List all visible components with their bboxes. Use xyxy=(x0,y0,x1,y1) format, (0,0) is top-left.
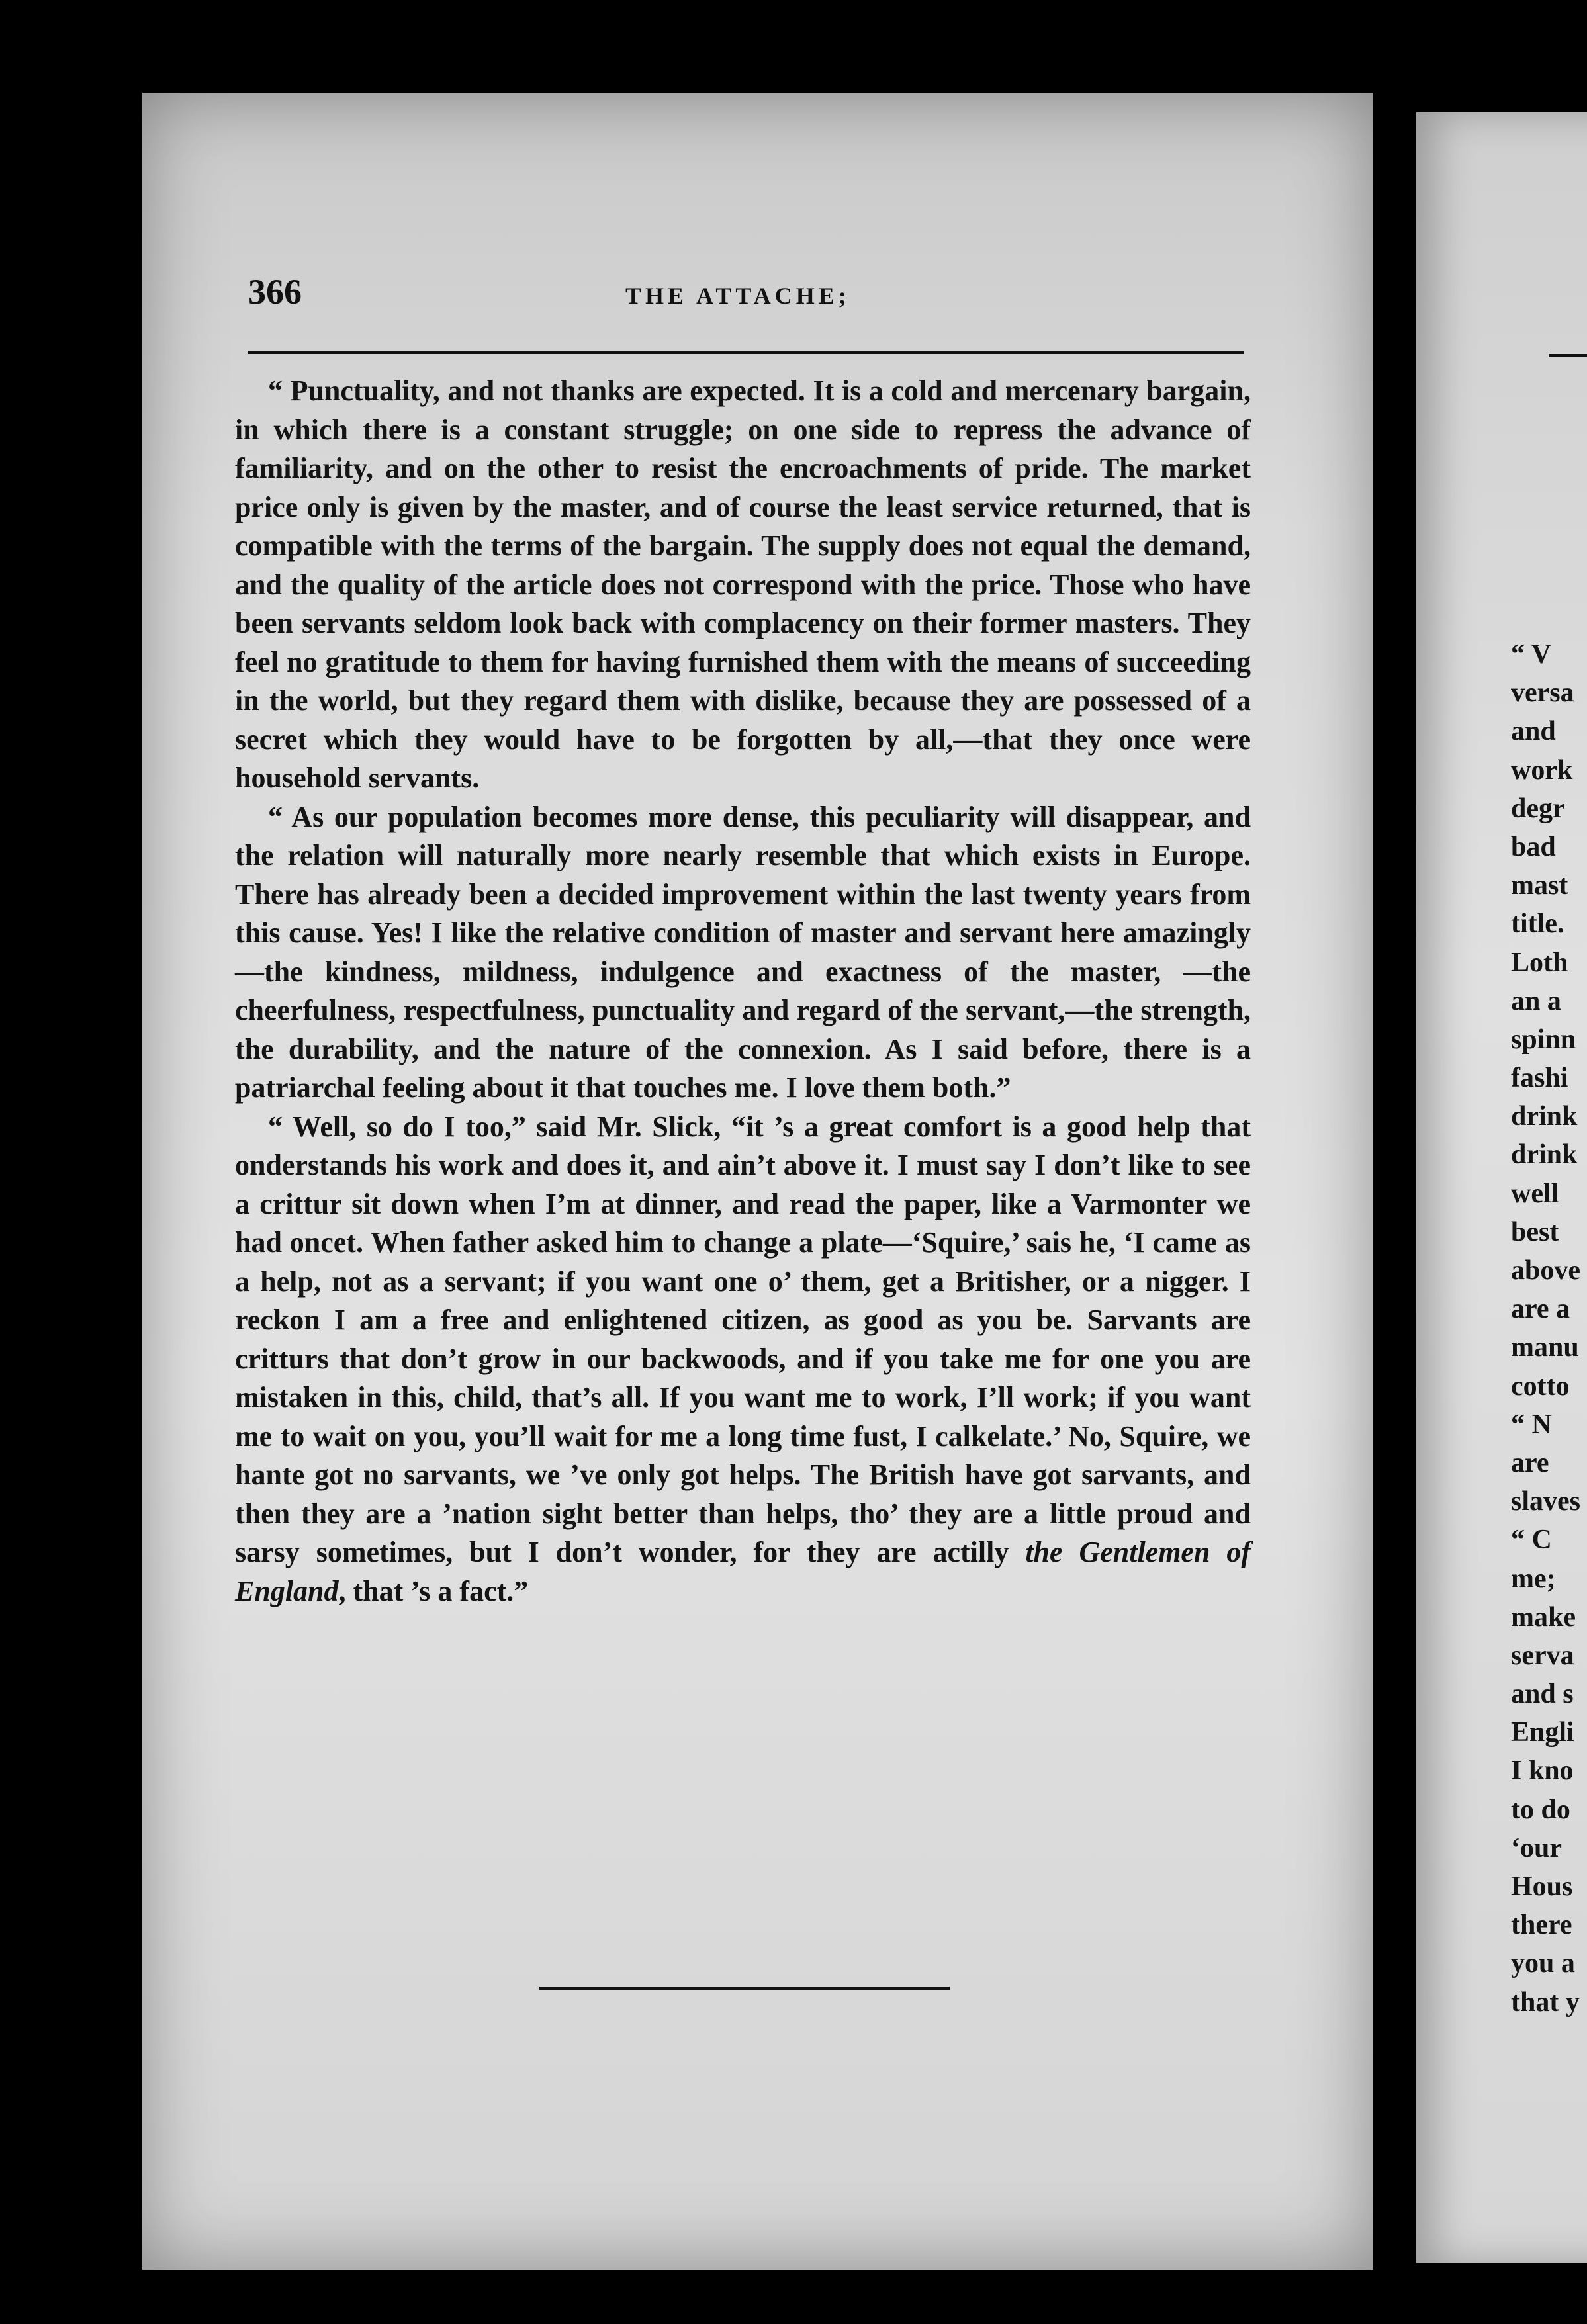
facing-line-fragment: manu xyxy=(1511,1332,1579,1363)
header-rule xyxy=(248,351,1244,354)
facing-line-fragment: drink xyxy=(1511,1101,1578,1132)
facing-line-fragment: best xyxy=(1511,1216,1559,1247)
page-number: 366 xyxy=(248,272,302,312)
body-text xyxy=(235,372,1251,1611)
italic-phrase: the Gentlemen of England xyxy=(235,1536,1251,1607)
facing-page-text xyxy=(1511,635,1587,2022)
facing-line-fragment: Loth xyxy=(1511,947,1568,978)
facing-line-fragment: ‘our xyxy=(1511,1832,1562,1863)
facing-line-fragment: fashi xyxy=(1511,1063,1568,1094)
paragraph-ending: , that ’s a fact.” xyxy=(338,1574,529,1607)
facing-line-fragment: I kno xyxy=(1511,1756,1574,1787)
facing-line-fragment: and xyxy=(1511,716,1556,747)
facing-line-fragment: “ V xyxy=(1511,639,1552,670)
paragraph: “ As our population becomes more dense, this peculiarity will disappear, and the relation will naturally more nearly resemble that which exists in Europe. There has already been a decided improvement within the last twenty years from this cause. Yes! I like the relative condition of master and servant here amazingly —the kindness, mildness, indulgence and exactness of the master, —the cheerfulness, respectfulness, punctuality and regard of the servant,—the strength, the durability, and the nature of the connexion. As I said before, there is a patriarchal feeling about it that touches me. I love them both.” xyxy=(235,800,1251,1104)
facing-header-rule xyxy=(1549,354,1587,357)
facing-line-fragment: Hous xyxy=(1511,1871,1573,1902)
facing-line-fragment: versa xyxy=(1511,678,1574,709)
facing-line-fragment: bad xyxy=(1511,831,1556,862)
facing-line-fragment: cotto xyxy=(1511,1370,1570,1402)
facing-line-fragment: me; xyxy=(1511,1563,1556,1594)
facing-line-fragment: “ C xyxy=(1511,1525,1552,1556)
facing-line-fragment: and s xyxy=(1511,1679,1574,1710)
facing-line-fragment: slaves xyxy=(1511,1486,1580,1517)
paragraph-text: “ Well, so do I too,” said Mr. Slick, “it ’s a great comfort is a good help that onderstands his work and does it, and ain’t above it. I must say I don’t like to see a crittur sit down when I’m at dinner, and read the paper, like a Varmonter we had oncet. When father asked him to change a plate—‘Squire,’ sais he, ‘I came as a help, not as a servant; if you want one o’ them, get a Britisher, or a nigger. I reckon I am a free and enlightened citizen, as good as you be. Sarvants are critturs that don’t grow in our backwoods, and if you take me for one you are mistaken in this, child, that’s all. If you want me to work, I’ll work; if you want me to wait on you, you’ll wait for me a long time fust, I calkelate.’ No, Squire, we hante got no sarvants, we ’ve only got helps. The British have got sarvants, and then they are a ’nation sight better than helps, tho’ they are a little proud and sarsy sometimes, but I don’t wonder, for they are actilly xyxy=(235,1110,1251,1568)
facing-line-fragment: you a xyxy=(1511,1948,1575,1979)
running-head: THE ATTACHE; xyxy=(625,283,850,309)
facing-line-fragment: above xyxy=(1511,1255,1580,1286)
paragraph: “ Punctuality, and not thanks are expected. It is a cold and mercenary bargain, in which there is a constant struggle; on one side to repress the advance of familiarity, and on the other to resist the encroachments of pride. The market price only is given by the master, and of course the least service returned, that is compatible with the terms of the bargain. The supply does not equal the demand, and the quality of the article does not correspond with the price. Those who have been servants seldom look back with complacency on their former masters. They feel no gratitude to them for having furnished them with the means of succeeding in the world, but they regard them with dislike, because they are possessed of a secret which they would have to be forgotten by all,—that they once were household servants. xyxy=(235,375,1251,794)
facing-line-fragment: spinn xyxy=(1511,1024,1576,1055)
facing-line-fragment: an a xyxy=(1511,985,1561,1016)
facing-line-fragment: Engli xyxy=(1511,1717,1574,1748)
paragraph-last xyxy=(235,1108,1251,1611)
facing-line-fragment: are xyxy=(1511,1447,1549,1478)
facing-line-fragment: degr xyxy=(1511,793,1565,824)
facing-line-fragment: that y xyxy=(1511,1987,1580,2018)
facing-line-fragment: well xyxy=(1511,1178,1559,1209)
page-header xyxy=(248,271,1241,318)
facing-line-fragment: work xyxy=(1511,754,1573,785)
facing-line-fragment: title. xyxy=(1511,909,1564,940)
chapter-end-rule xyxy=(539,1987,950,1990)
facing-line-fragment: mast xyxy=(1511,870,1568,901)
facing-line-fragment: “ N xyxy=(1511,1409,1552,1440)
facing-line-fragment: drink xyxy=(1511,1140,1578,1171)
facing-line-fragment: make xyxy=(1511,1601,1576,1632)
facing-line-fragment: serva xyxy=(1511,1640,1574,1671)
facing-line-fragment: there xyxy=(1511,1910,1572,1941)
facing-line-fragment: are a xyxy=(1511,1294,1570,1325)
facing-line-fragment: to do xyxy=(1511,1794,1570,1825)
